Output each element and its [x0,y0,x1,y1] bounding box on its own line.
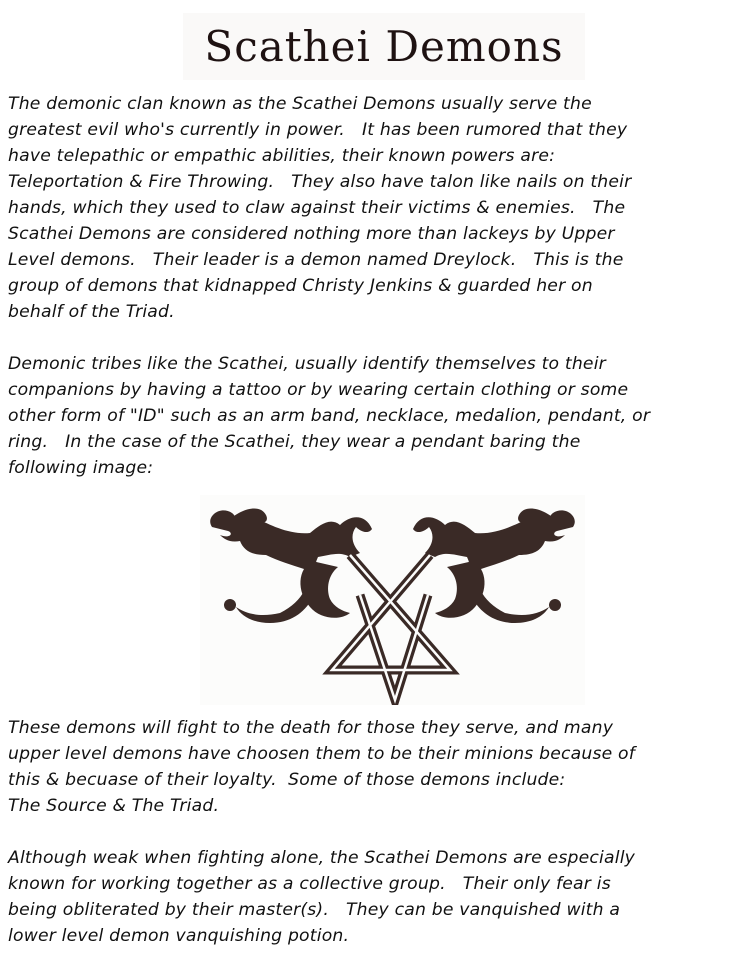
text-line: These demons will fight to the death for those they serve, and many [8,718,614,738]
paragraph-intro [8,91,748,325]
page-title: Scathei Demons [204,21,564,71]
text-line: other form of "ID" such as an arm band, necklace, medalion, pendant, or [8,406,651,426]
text-line: following image: [8,458,154,478]
text-line: known for working together as a collective group. Their only fear is [8,874,611,894]
text-line: Teleportation & Fire Throwing. They also have talon like nails on their [8,172,632,192]
title-banner [183,13,585,80]
text-line: upper level demons have choosen them to be their minions because of [8,744,636,764]
text-line: greatest evil who's currently in power. It has been rumored that they [8,120,628,140]
paragraph-identification [8,351,748,481]
text-line: Demonic tribes like the Scathei, usually identify themselves to their [8,354,606,374]
text-line: this & becuase of their loyalty. Some of those demons include: [8,770,566,790]
text-line: Although weak when fighting alone, the Scathei Demons are especially [8,848,636,868]
text-line: The Source & The Triad. [8,796,220,816]
scathei-emblem-icon [200,495,585,705]
text-line: Level demons. Their leader is a demon named Dreylock. This is the [8,250,624,270]
text-line: lower level demon vanquishing potion. [8,926,350,946]
text-line: have telepathic or empathic abilities, their known powers are: [8,146,556,166]
text-line: ring. In the case of the Scathei, they wear a pendant baring the [8,432,581,452]
paragraph-loyalty [8,715,748,819]
text-line: companions by having a tattoo or by wearing certain clothing or some [8,380,629,400]
text-line: being obliterated by their master(s). They can be vanquished with a [8,900,621,920]
text-line: The demonic clan known as the Scathei Demons usually serve the [8,94,592,114]
text-line: Scathei Demons are considered nothing more than lackeys by Upper [8,224,615,244]
pendant-emblem-image [200,495,585,705]
text-line: hands, which they used to claw against their victims & enemies. The [8,198,626,218]
text-line: group of demons that kidnapped Christy Jenkins & guarded her on [8,276,593,296]
text-line: behalf of the Triad. [8,302,175,322]
paragraph-weakness [8,845,748,949]
